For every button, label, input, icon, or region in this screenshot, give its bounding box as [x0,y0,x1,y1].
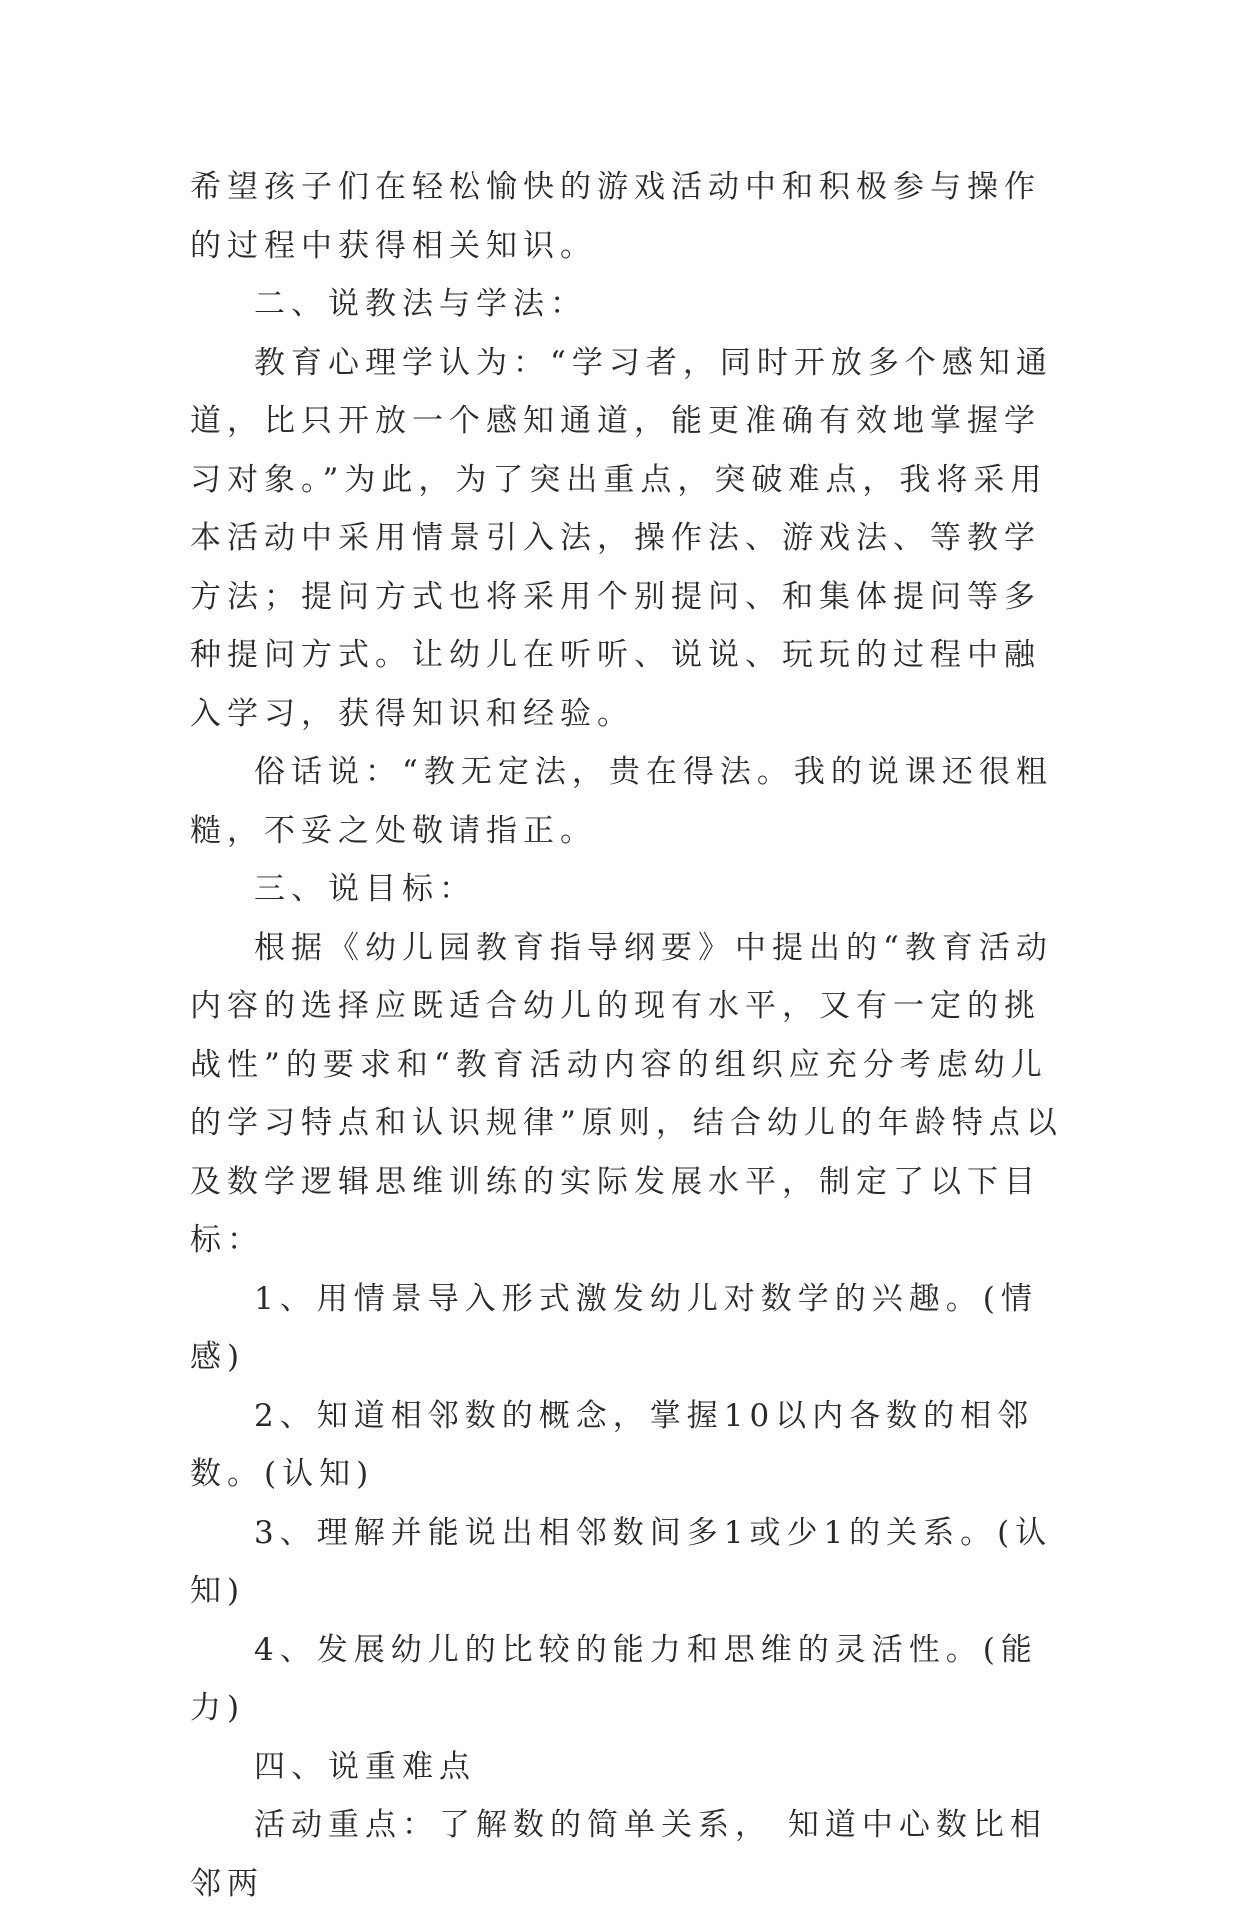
heading-objectives: 三、说目标： [254,871,476,907]
objective-item-3: 3、理解并能说出相邻数间多1或少1的关系。(认知) [190,1514,1053,1609]
body-text [190,158,1070,1913]
paragraph-teaching-methods: 教育心理学认为：“学习者，同时开放多个感知通道，比只开放一个感知通道，能更准确有效地掌握学习对象。”为此，为了突出重点，突破难点，我将采用本活动中采用情景引入法，操作法、游戏法、等教学方法；提问方式也将采用个别提问、和集体提问等多种提问方式。让幼儿在听听、说说、玩玩的过程中融入学习，获得知识和经验。 [190,344,1053,732]
objective-item-1: 1、用情景导入形式激发幼儿对数学的兴趣。(情感) [190,1280,1038,1375]
paragraph-proverb: 俗话说：“教无定法，贵在得法。我的说课还很粗糙，不妥之处敬请指正。 [190,754,1053,849]
objective-item-4: 4、发展幼儿的比较的能力和思维的灵活性。(能力) [190,1631,1038,1726]
heading-key-points: 四、说重难点 [254,1748,476,1785]
paragraph-key-points: 活动重点：了解数的简单关系， 知道中心数比相邻两 [190,1807,1047,1902]
heading-teaching-methods: 二、说教法与学法： [254,286,587,322]
paragraph-objectives: 根据《幼儿园教育指导纲要》中提出的“教育活动内容的选择应既适合幼儿的现有水平，又有一定的挑战性”的要求和“教育活动内容的组织应充分考虑幼儿的学习特点和认识规律”原则，结合幼儿的年龄特点以及数学逻辑思维训练的实际发展水平，制定了以下目标： [190,929,1063,1258]
paragraph-intro-continuation: 希望孩子们在轻松愉快的游戏活动中和积极参与操作的过程中获得相关知识。 [190,169,1041,264]
objective-item-2: 2、知道相邻数的概念，掌握10以内各数的相邻数。(认知) [190,1397,1035,1492]
